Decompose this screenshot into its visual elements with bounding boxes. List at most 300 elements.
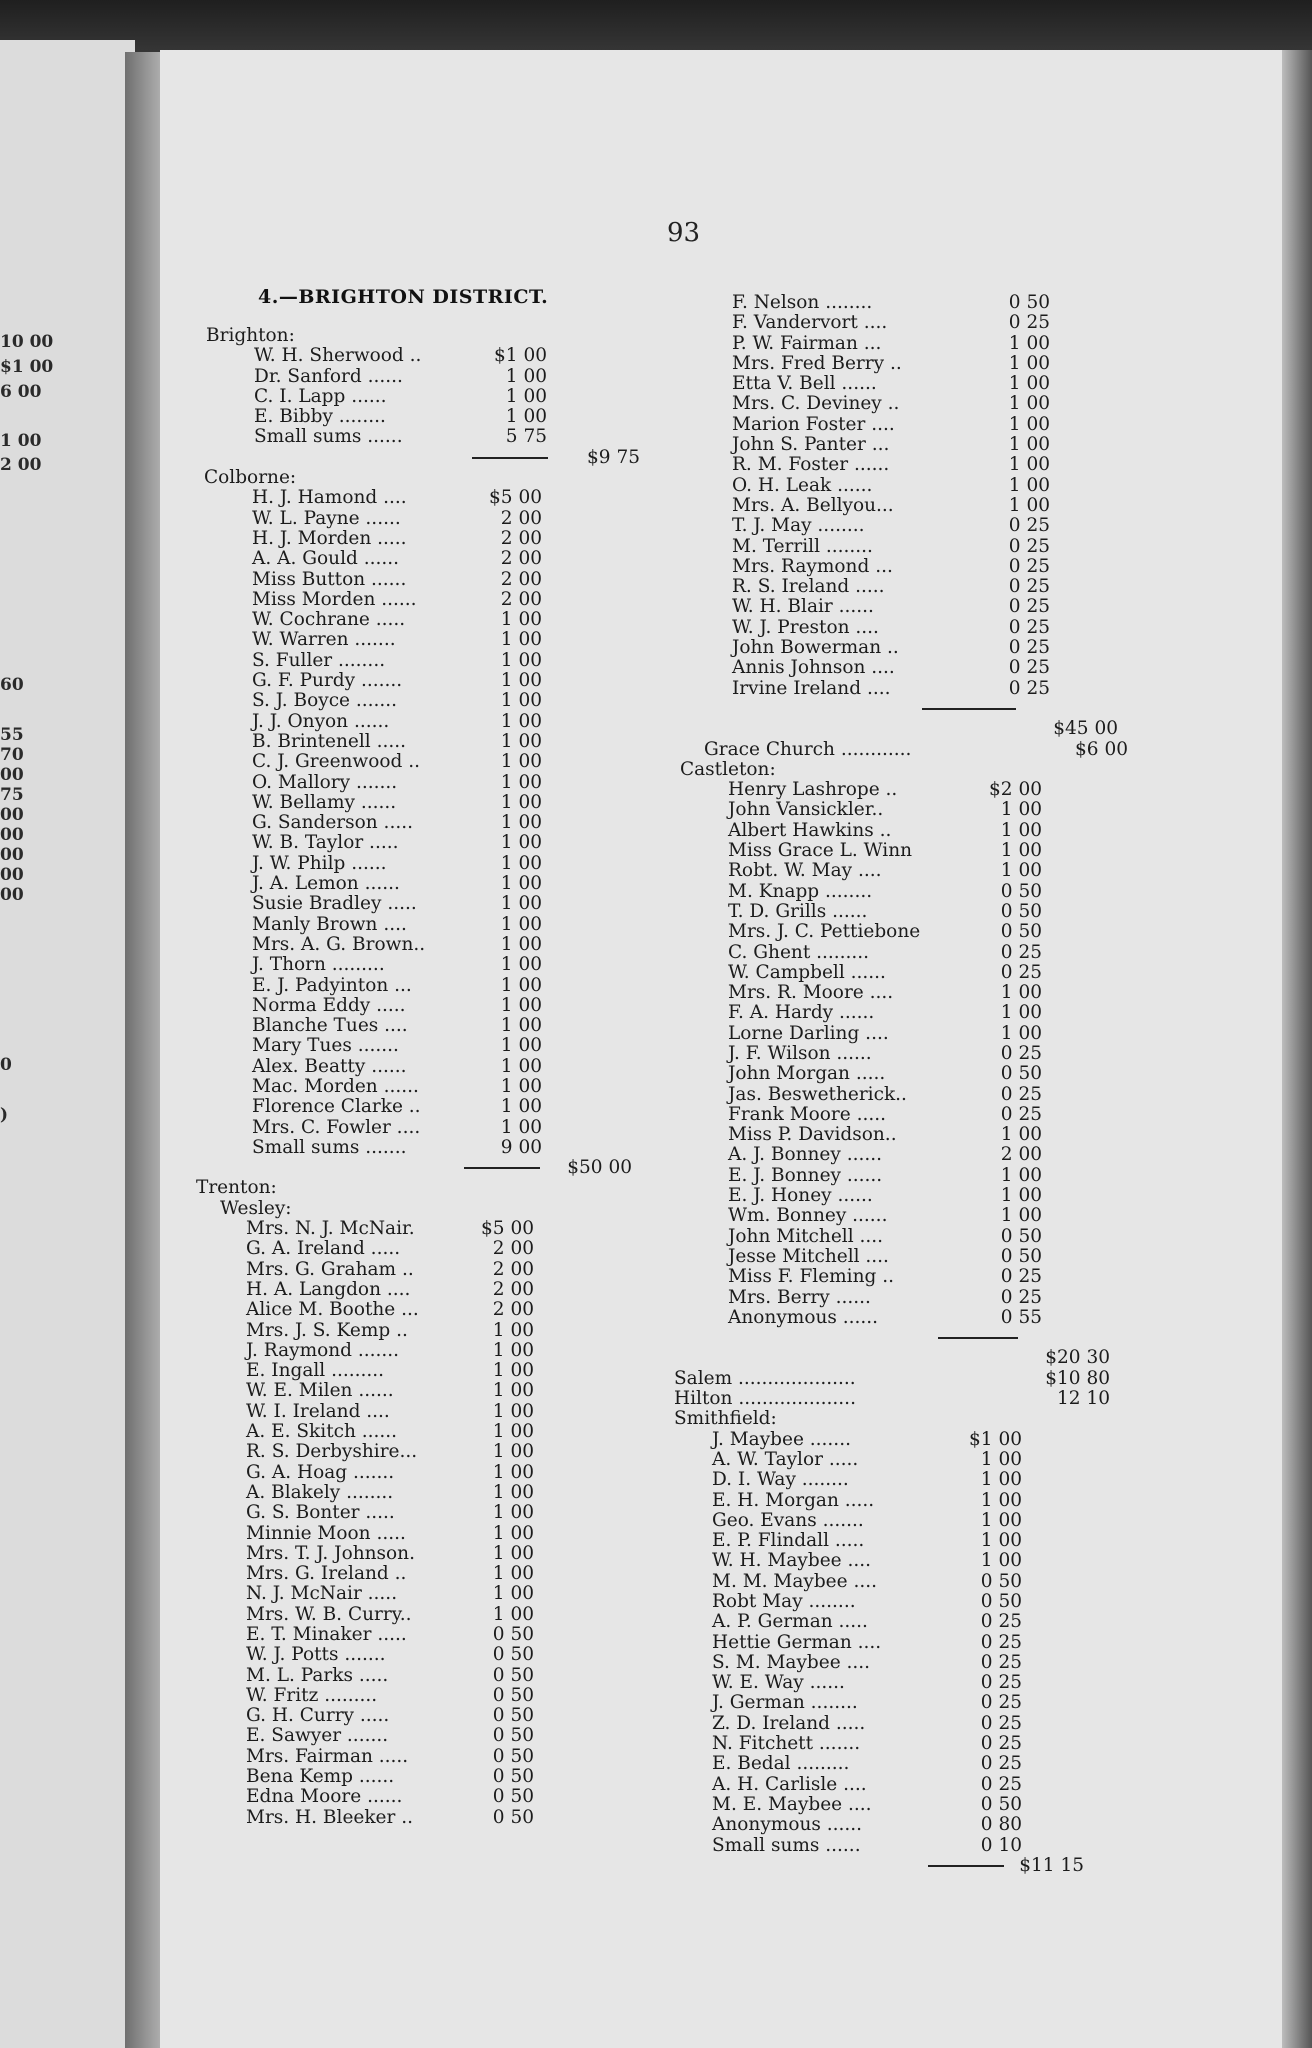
contributor-name: Mrs. Fred Berry .. (732, 352, 902, 374)
amount: 1 00 (500, 609, 542, 631)
total-rule (472, 457, 548, 459)
amount: 0 25 (980, 1611, 1022, 1633)
amount: 0 50 (980, 1570, 1022, 1592)
contributor-name: G. Sanderson ..... (252, 812, 413, 834)
list-item (670, 1814, 1190, 1834)
list-item (190, 650, 710, 670)
list-item (670, 1510, 1190, 1530)
list-item (670, 495, 1190, 515)
contributor-name: Lorne Darling .... (728, 1022, 889, 1044)
amount: 1 00 (1008, 454, 1050, 476)
contributor-name: Dr. Sanford ...... (254, 365, 403, 387)
contributor-name: Mrs. Berry ...... (728, 1286, 871, 1308)
contributor-name: N. Fitchett ....... (712, 1733, 861, 1755)
list-item (670, 1023, 1190, 1043)
amount: 1 00 (500, 730, 542, 752)
rule-row (670, 698, 1190, 718)
total-rule (928, 1865, 1004, 1867)
amount: 0 25 (1008, 515, 1050, 537)
section-header (190, 1177, 710, 1197)
list-item (190, 853, 710, 873)
facing-page-fragment: 00 (0, 805, 24, 825)
amount: 0 25 (1000, 961, 1042, 983)
amount: 1 00 (980, 1509, 1022, 1531)
amount: 1 00 (1000, 1002, 1042, 1024)
contributor-name: J. J. Onyon ...... (252, 710, 390, 732)
list-item (670, 942, 1190, 962)
amount: 1 00 (980, 1489, 1022, 1511)
facing-page-fragment: 00 (0, 845, 24, 865)
list-item (190, 589, 710, 609)
list-item (190, 1746, 710, 1766)
list-item (190, 832, 710, 852)
list-item (190, 345, 710, 365)
amount: 1 00 (1000, 1124, 1042, 1146)
contributor-name: J. A. Lemon ...... (252, 873, 400, 895)
section-heading: Wesley: (220, 1197, 292, 1219)
amount: 0 50 (492, 1684, 534, 1706)
contributor-name: E. Bedal ......... (712, 1753, 850, 1775)
list-item (190, 1441, 710, 1461)
amount: $5 00 (489, 487, 542, 509)
contributor-name: J. German ........ (712, 1692, 858, 1714)
facing-page-fragment: 6 00 (0, 382, 42, 402)
facing-page-fragment: 00 (0, 885, 24, 905)
list-item (190, 569, 710, 589)
amount: 0 25 (1008, 657, 1050, 679)
list-item (670, 1753, 1190, 1773)
list-item (190, 711, 710, 731)
list-item (190, 670, 710, 690)
amount: 0 50 (492, 1644, 534, 1666)
list-item (190, 1543, 710, 1563)
contributor-name: P. W. Fairman ... (732, 332, 882, 354)
amount: 1 00 (492, 1400, 534, 1422)
amount: 0 25 (980, 1733, 1022, 1755)
amount: 1 00 (500, 1096, 542, 1118)
contributor-name: Marion Foster .... (732, 413, 895, 435)
list-item (670, 820, 1190, 840)
list-item (190, 1421, 710, 1441)
amount: 2 00 (500, 568, 542, 590)
contributor-name: Z. D. Ireland ..... (712, 1712, 866, 1734)
amount: 1 00 (505, 385, 547, 407)
amount: 1 00 (980, 1469, 1022, 1491)
list-item (190, 1340, 710, 1360)
amount: 1 00 (492, 1481, 534, 1503)
contributor-name: W. H. Blair ...... (732, 596, 874, 618)
list-item (190, 772, 710, 792)
amount: 1 00 (1008, 494, 1050, 516)
list-item (190, 366, 710, 386)
list-item (670, 1063, 1190, 1083)
contributor-name: Small sums ....... (252, 1136, 407, 1158)
list-item (670, 1611, 1190, 1631)
facing-page-fragment: 00 (0, 865, 24, 885)
list-item (670, 1043, 1190, 1063)
contributor-name: Jas. Beswetherick.. (728, 1083, 907, 1105)
amount: 1 00 (500, 649, 542, 671)
list-item (190, 954, 710, 974)
amount: 1 00 (500, 994, 542, 1016)
amount: 0 50 (1000, 900, 1042, 922)
amount: 2 00 (1000, 1144, 1042, 1166)
amount: 2 00 (500, 588, 542, 610)
contributor-name: Mrs. N. J. McNair. (246, 1218, 415, 1240)
list-item (670, 840, 1190, 860)
section-header (190, 325, 710, 345)
list-item (670, 1632, 1190, 1652)
contributor-name: Etta V. Bell ...... (732, 373, 877, 395)
amount: 0 25 (980, 1631, 1022, 1653)
contributor-name: G. A. Ireland ..... (246, 1238, 401, 1260)
contributor-name: Hilton .................... (674, 1388, 856, 1410)
church-total-row (670, 1368, 1190, 1388)
list-item (190, 934, 710, 954)
list-item (670, 901, 1190, 921)
list-item (190, 1766, 710, 1786)
amount: 1 00 (492, 1319, 534, 1341)
contributor-name: Alice M. Boothe ... (246, 1299, 419, 1321)
list-item (670, 617, 1190, 637)
list-item (190, 1238, 710, 1258)
contributor-name: Mrs. W. B. Curry.. (246, 1603, 412, 1625)
list-item (670, 1672, 1190, 1692)
amount: 0 25 (980, 1773, 1022, 1795)
amount: 1 00 (500, 954, 542, 976)
contributor-name: M. L. Parks ..... (246, 1664, 389, 1686)
facing-page-fragment: 55 (0, 725, 24, 745)
amount: 1 00 (980, 1448, 1022, 1470)
facing-page-fragment: 2 00 (0, 455, 42, 475)
amount: 0 25 (1008, 596, 1050, 618)
contributor-name: A. J. Bonney ...... (728, 1144, 882, 1166)
list-item (670, 881, 1190, 901)
amount: 1 00 (1000, 1185, 1042, 1207)
amount: 1 00 (492, 1522, 534, 1544)
contributor-name: S. Fuller ........ (252, 649, 386, 671)
contributor-name: E. H. Morgan ..... (712, 1489, 875, 1511)
contributor-name: Mrs. C. Fowler .... (252, 1116, 421, 1138)
subtotal: $50 00 (567, 1157, 632, 1179)
list-item (190, 1401, 710, 1421)
total-row (670, 1347, 1190, 1367)
amount: 0 25 (980, 1753, 1022, 1775)
contributor-name: Manly Brown .... (252, 913, 407, 935)
amount: 1 00 (500, 1116, 542, 1138)
contributor-name: Miss Button ...... (252, 568, 407, 590)
amount: 1 00 (500, 873, 542, 895)
list-item (670, 393, 1190, 413)
amount: 1 00 (980, 1530, 1022, 1552)
contributor-name: R. S. Ireland ..... (732, 576, 885, 598)
list-item (190, 751, 710, 771)
contributor-name: Mrs. A. Bellyou... (732, 494, 894, 516)
list-item (190, 629, 710, 649)
amount: 1 00 (492, 1380, 534, 1402)
contributor-name: Mrs. G. Graham .. (246, 1258, 414, 1280)
contributor-name: C. I. Lapp ...... (254, 385, 387, 407)
contributor-name: R. M. Foster ...... (732, 454, 890, 476)
contributor-name: Mrs. R. Moore .... (728, 982, 894, 1004)
contributor-name: J. Raymond ....... (246, 1339, 400, 1361)
list-item (670, 1084, 1190, 1104)
page-number: 93 (667, 218, 701, 248)
amount: 2 00 (500, 527, 542, 549)
list-item (190, 1644, 710, 1664)
amount: 0 50 (492, 1786, 534, 1808)
contributor-name: Small sums ...... (712, 1834, 861, 1856)
list-item (190, 1096, 710, 1116)
contributor-name: A. Blakely ........ (246, 1481, 394, 1503)
contributor-name: Miss Morden ...... (252, 588, 417, 610)
amount: 0 50 (492, 1725, 534, 1747)
list-item (670, 1307, 1190, 1327)
amount: 2 00 (492, 1258, 534, 1280)
list-item (670, 1713, 1190, 1733)
list-item (190, 1604, 710, 1624)
contributor-name: J. F. Wilson ...... (728, 1042, 872, 1064)
amount: 1 00 (500, 710, 542, 732)
subsection-header (190, 1198, 710, 1218)
contributor-name: Mrs. G. Ireland .. (246, 1563, 407, 1585)
contributor-name: A. P. German ..... (712, 1611, 868, 1633)
contributor-name: Bena Kemp ...... (246, 1766, 395, 1788)
amount: 1 00 (500, 812, 542, 834)
church-total-row (670, 1388, 1190, 1408)
contributor-name: John S. Panter ... (732, 434, 890, 456)
contributor-name: E. J. Honey ...... (728, 1185, 873, 1207)
contributor-name: Blanche Tues .... (252, 1015, 408, 1037)
contributor-name: Albert Hawkins .. (728, 819, 892, 841)
list-item (670, 333, 1190, 353)
amount: 1 00 (1000, 982, 1042, 1004)
contributor-name: F. Nelson ........ (732, 292, 873, 313)
list-item (190, 406, 710, 426)
contributor-name: Anonymous ...... (712, 1814, 863, 1836)
contributor-name: Robt May ........ (712, 1591, 856, 1612)
list-item (670, 982, 1190, 1002)
facing-page-fragment: 10 00 (0, 332, 54, 352)
contributor-name: E. T. Minaker ..... (246, 1624, 407, 1645)
list-item (190, 792, 710, 812)
contributor-name: M. Terrill ........ (732, 535, 873, 557)
amount: 1 00 (492, 1502, 534, 1524)
amount: 1 00 (1000, 840, 1042, 862)
list-item (190, 386, 710, 406)
list-item (190, 893, 710, 913)
contributor-name: R. S. Derbyshire... (246, 1441, 418, 1463)
contributor-name: Anonymous ...... (728, 1306, 879, 1328)
contributor-name: W. J. Potts ....... (246, 1644, 386, 1666)
contributor-name: W. Fritz ......... (246, 1684, 378, 1706)
amount: 1 00 (492, 1461, 534, 1483)
list-item (190, 731, 710, 751)
contributor-name: M. M. Maybee .... (712, 1570, 877, 1592)
list-item (670, 292, 1190, 312)
amount: 0 50 (1008, 292, 1050, 313)
contributor-name: W. Warren ....... (252, 629, 396, 651)
contributor-name: W. Campbell ...... (728, 961, 886, 983)
contributor-name: G. H. Curry ..... (246, 1705, 390, 1727)
list-item (190, 1786, 710, 1806)
amount: 0 50 (980, 1793, 1022, 1815)
list-item (190, 1502, 710, 1522)
list-item (190, 1705, 710, 1725)
list-item (670, 1185, 1190, 1205)
contributor-name: Mrs. J. S. Kemp .. (246, 1319, 408, 1341)
facing-page-fragment: 60 (0, 675, 24, 695)
amount: 0 25 (1008, 535, 1050, 557)
amount: 0 50 (492, 1664, 534, 1686)
district-title: 4.—BRIGHTON DISTRICT. (258, 286, 549, 308)
amount: $1 00 (494, 345, 547, 367)
contributor-name: O. H. Leak ...... (732, 474, 873, 496)
list-item (190, 1380, 710, 1400)
section-heading: Smithfield: (674, 1408, 777, 1430)
amount: 1 00 (492, 1563, 534, 1585)
list-item (190, 548, 710, 568)
list-item (190, 1218, 710, 1238)
amount: 1 00 (1008, 393, 1050, 415)
list-item (670, 1733, 1190, 1753)
list-item (670, 1266, 1190, 1286)
list-item (670, 515, 1190, 535)
subtotal: $11 15 (1019, 1854, 1084, 1876)
list-item (670, 454, 1190, 474)
amount: 0 50 (492, 1624, 534, 1645)
amount: 1 00 (492, 1583, 534, 1605)
contributor-name: John Vansickler.. (728, 799, 884, 821)
amount: 2 00 (500, 548, 542, 570)
amount: 1 00 (500, 1015, 542, 1037)
amount: 0 25 (1000, 1266, 1042, 1288)
contributor-name: A. E. Skitch ...... (246, 1421, 398, 1443)
amount: 0 25 (1000, 1083, 1042, 1105)
amount: 0 50 (1000, 921, 1042, 943)
total-row (670, 718, 1190, 738)
amount: 1 00 (1000, 860, 1042, 882)
contributor-name: John Bowerman .. (732, 637, 899, 659)
list-item (190, 1624, 710, 1644)
contributor-name: Mrs. A. G. Brown.. (252, 933, 426, 955)
contributor-name: T. J. May ........ (732, 515, 865, 537)
list-item (670, 312, 1190, 332)
contributor-name: W. E. Milen ...... (246, 1380, 394, 1402)
list-item (190, 1583, 710, 1603)
list-item (670, 1246, 1190, 1266)
subtotal: $9 75 (587, 446, 640, 468)
contributor-name: Mrs. Raymond ... (732, 555, 893, 577)
amount: $5 00 (481, 1218, 534, 1240)
amount: 0 25 (1008, 616, 1050, 638)
amount: 0 80 (980, 1814, 1022, 1836)
amount: 0 50 (492, 1745, 534, 1767)
amount: 0 25 (1000, 1042, 1042, 1064)
amount: 1 00 (1008, 474, 1050, 496)
section-heading: Trenton: (196, 1177, 277, 1199)
contributor-name: N. J. McNair ..... (246, 1583, 398, 1605)
contributor-name: A. H. Carlisle .... (712, 1773, 867, 1795)
amount: 1 00 (500, 974, 542, 996)
total-row (670, 1855, 1190, 1875)
amount: 0 50 (1000, 1245, 1042, 1267)
amount: 9 00 (500, 1136, 542, 1158)
amount: 0 25 (1000, 1103, 1042, 1125)
contributor-name: J. Thorn ......... (252, 954, 385, 976)
list-item (670, 1449, 1190, 1469)
amount: 1 00 (500, 751, 542, 773)
contributor-name: Mary Tues ....... (252, 1035, 399, 1057)
amount: 1 00 (500, 832, 542, 854)
list-item (190, 1685, 710, 1705)
amount: 0 25 (980, 1651, 1022, 1673)
right-column (670, 292, 1190, 1875)
contributor-name: G. F. Purdy ....... (252, 670, 403, 692)
list-item (190, 1482, 710, 1502)
total-row (190, 1157, 710, 1177)
facing-page-fragment: 00 (0, 825, 24, 845)
contributor-name: E. J. Padyinton ... (252, 974, 412, 996)
contributor-name: Mrs. J. C. Pettiebone (728, 921, 921, 943)
list-item (190, 1725, 710, 1745)
list-item (190, 508, 710, 528)
amount: 0 50 (980, 1591, 1022, 1612)
section-header (190, 467, 710, 487)
contributor-name: M. E. Maybee .... (712, 1793, 872, 1815)
contributor-name: H. J. Morden ..... (252, 527, 407, 549)
amount: 1 00 (1000, 799, 1042, 821)
list-item (670, 475, 1190, 495)
amount: 0 25 (980, 1672, 1022, 1694)
contributor-name: Grace Church ............ (704, 738, 912, 760)
list-item (670, 1002, 1190, 1022)
contributor-name: Irvine Ireland .... (732, 677, 891, 699)
list-item (190, 914, 710, 934)
amount: $1 00 (969, 1428, 1022, 1450)
amount: 1 00 (1008, 413, 1050, 435)
subtotal: $6 00 (1075, 738, 1128, 760)
list-item (670, 556, 1190, 576)
amount: 1 00 (500, 1055, 542, 1077)
amount: 0 25 (1008, 637, 1050, 659)
list-item (190, 690, 710, 710)
list-item (190, 1299, 710, 1319)
list-item (190, 426, 710, 446)
amount: 1 00 (500, 629, 542, 651)
amount: 0 50 (1000, 1225, 1042, 1247)
amount: 1 00 (1000, 1164, 1042, 1186)
amount: 0 50 (1000, 1063, 1042, 1085)
list-item (190, 1360, 710, 1380)
contributor-name: Minnie Moon ..... (246, 1522, 406, 1544)
amount: 1 00 (1000, 1022, 1042, 1044)
contributor-name: T. D. Grills ...... (728, 900, 868, 922)
list-item (190, 1076, 710, 1096)
contributor-name: H. J. Hamond .... (252, 487, 407, 509)
list-item (670, 1591, 1190, 1611)
amount: 0 50 (492, 1766, 534, 1788)
list-item (190, 1523, 710, 1543)
contributor-name: Mrs. H. Bleeker .. (246, 1806, 413, 1828)
page-edge-shadow (1282, 50, 1312, 2048)
contributor-name: John Morgan ..... (728, 1063, 886, 1085)
list-item (670, 1165, 1190, 1185)
amount: 1 00 (500, 893, 542, 915)
contributor-name: B. Brintenell ..... (252, 730, 406, 752)
amount: 1 00 (500, 1075, 542, 1097)
subtotal: $10 80 (1045, 1367, 1110, 1389)
